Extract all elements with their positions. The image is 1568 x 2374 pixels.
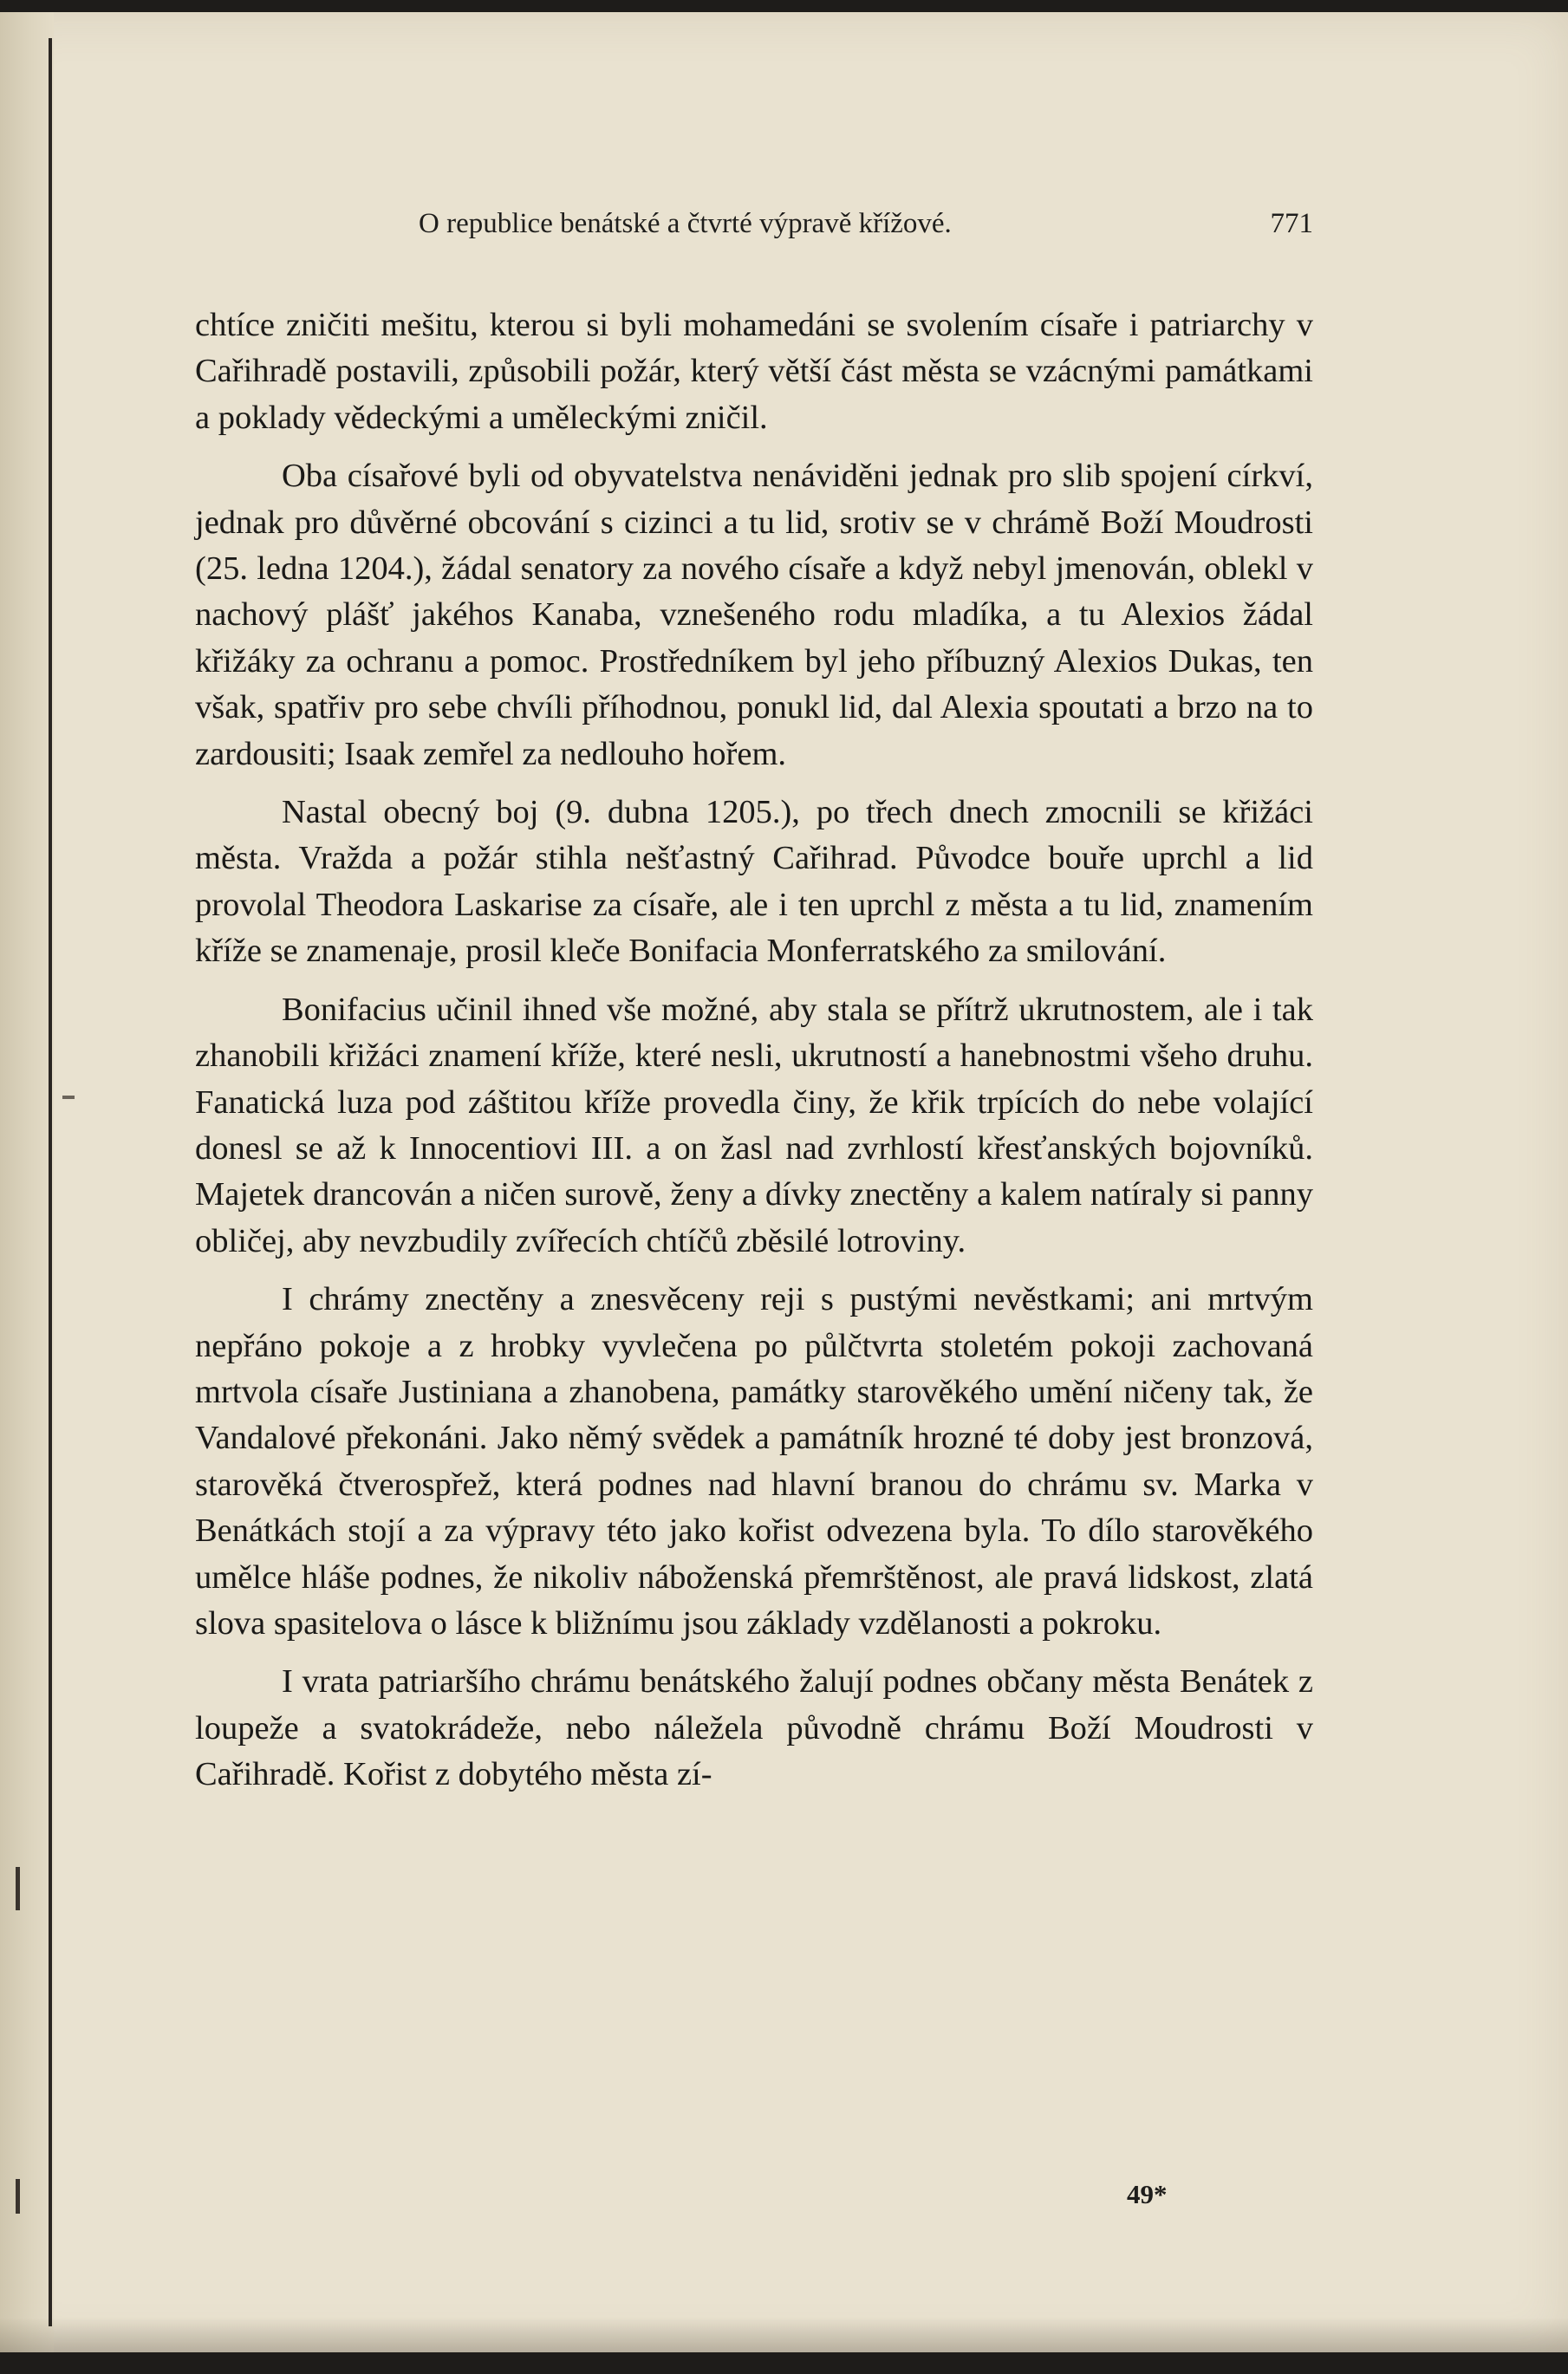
- paragraph: chtíce zničiti mešitu, kterou si byli mohamedáni se svolením císaře i patriarchy v Cařihradě postavili, způsobili požár, který větší část města se vzácnými památkami a poklady vědeckými a uměleckými zničil.: [195, 307, 1313, 436]
- edge-stain: [16, 2179, 20, 2214]
- paragraph: Bonifacius učinil ihned vše možné, aby stala se přítrž ukrutnostem, ale i tak zhanobili křižáci znamení kříže, které nesli, ukrutností a hanebnostmi všeho druhu. Fanatická luza pod záštitou kříže provedla činy, že křik trpících do nebe volající donesl se až k Innocentiovi III. a on žasl nad zvrhlostí křesťanských bojovníků. Majetek drancován a ničen surově, ženy a dívky znectěny a kalem natíraly si panny obličej, aby nevzbudily zvířecích chtíčů zběsilé lotroviny.: [195, 991, 1313, 1259]
- book-page: [0, 12, 1568, 2352]
- body-text: [195, 302, 1313, 1811]
- signature-mark: 49*: [1127, 2179, 1168, 2209]
- edge-stain: [16, 1867, 20, 1910]
- page-bottom-shadow: [0, 2318, 1568, 2352]
- page-header: [195, 208, 1313, 251]
- page-gutter: [0, 12, 54, 2352]
- margin-mark: [62, 1096, 75, 1099]
- paragraph: Oba císařové byli od obyvatelstva nenáviděni jednak pro slib spojení církví, jednak pro důvěrné obcování s cizinci a tu lid, srotiv se v chrámě Boží Moudrosti (25. ledna 1204.), žádal senatory za nového císaře a když nebyl jmenován, oblekl v nachový plášť jakéhos Kanaba, vznešeného rodu mladíka, a tu Alexios žádal křižáky za ochranu a pomoc. Prostředníkem byl jeho příbuzný Alexios Dukas, ten však, spatřiv pro sebe chvíli příhodnou, ponukl lid, dal Alexia spoutati a brzo na to zardousiti; Isaak zemřel za nedlouho hořem.: [195, 458, 1313, 772]
- page-number: 771: [1270, 208, 1313, 239]
- paragraph: Nastal obecný boj (9. dubna 1205.), po třech dnech zmocnili se křižáci města. Vražda a požár stihla nešťastný Cařihrad. Původce bouře uprchl a lid provolal Theodora Laskarise za císaře, ale i ten uprchl z města a tu lid, znamením kříže se znamenaje, prosil kleče Bonifacia Monferratského za smilování.: [195, 794, 1313, 970]
- running-title: O republice benátské a čtvrté výpravě křížové.: [419, 208, 952, 239]
- paragraph: I chrámy znectěny a znesvěceny reji s pustými nevěstkami; ani mrtvým nepřáno pokoje a z hrobky vyvlečena po půlčtvrta stoletém pokoji zachovaná mrtvola císaře Justiniana a zhanobena, památky starověkého umění ničeny tak, že Vandalové překonáni. Jako němý svědek a památník hrozné té doby jest bronzová, starověká čtverospřež, která podnes nad hlavní branou do chrámu sv. Marka v Benátkách stojí a za výpravy této jako kořist odvezena byla. To dílo starověkého umělce hláše podnes, že nikoliv náboženská přemrštěnost, ale pravá lidskost, zlatá slova spasitelova o lásce k bližnímu jsou základy vzdělanosti a pokroku.: [195, 1281, 1313, 1642]
- binding-edge: [49, 38, 52, 2326]
- paragraph: I vrata patriaršího chrámu benátského žalují podnes občany města Benátek z loupeže a svatokrádeže, nebo náležela původně chrámu Boží Moudrosti v Cařihradě. Kořist z dobytého města zí-: [195, 1663, 1313, 1793]
